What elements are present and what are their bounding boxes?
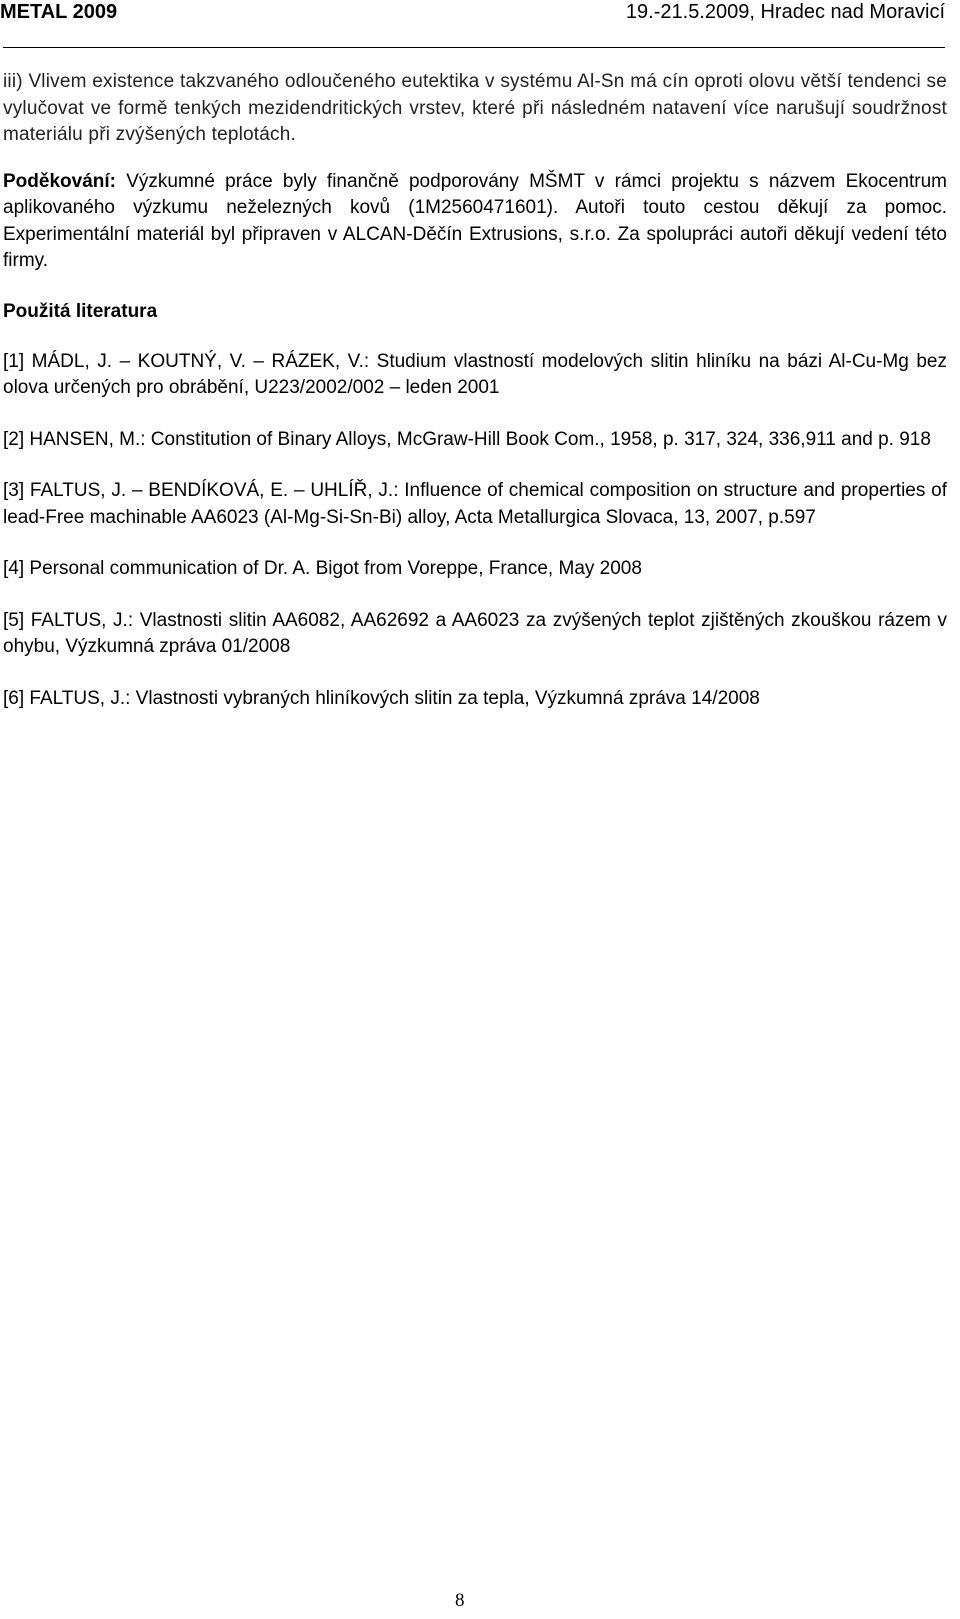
conference-date-location: 19.-21.5.2009, Hradec nad Moravicí (625, 1, 945, 23)
literature-heading: Použitá literatura (3, 300, 158, 322)
reference-item: [3] FALTUS, J. – BENDÍKOVÁ, E. – UHLÍŘ, J.: Influence of chemical composition on structure and properties of lead-Free machinable AA6023 (Al-Mg-Si-Sn-Bi) alloy, Acta Metallurgica Slovaca, 13, 2007, p.597 (3, 480, 947, 528)
page-content (3, 69, 947, 737)
reference-list (3, 349, 947, 713)
reference-item: [2] HANSEN, M.: Constitution of Binary Alloys, McGraw-Hill Book Com., 1958, p. 317, 324, 336,911 and p. 918 (3, 428, 931, 450)
acknowledgement-label: Poděkování: (3, 170, 116, 192)
conclusion-paragraph: iii) Vlivem existence takzvaného odloučeného eutektika v systému Al-Sn má cín oproti olovu větší tendenci se vylučovat ve formě tenkých mezidendritických vrstev, které při následném natavení více narušují soudržnost materiálu při zvýšených teplotách. (3, 71, 947, 145)
header-rule (3, 47, 945, 48)
acknowledgement-text: Výzkumné práce byly finančně podporovány MŠMT v rámci projektu s názvem Ekocentrum aplikovaného výzkumu neželezných kovů (1M2560471601). Autoři touto cestou děkují za pomoc. Experimentální materiál byl připraven v ALCAN-Děčín Extrusions, s.r.o. Za spolupráci autoři děkují vedení této firmy. (3, 170, 947, 271)
reference-item: [4] Personal communication of Dr. A. Bigot from Voreppe, France, May 2008 (3, 558, 642, 579)
page-number: 8 (455, 1590, 465, 1611)
reference-item: [1] MÁDL, J. – KOUTNÝ, V. – RÁZEK, V.: Studium vlastností modelových slitin hliníku na bázi Al-Cu-Mg bez olova určených pro obrábění, U223/2002/002 – leden 2001 (3, 350, 947, 398)
conference-name: METAL 2009 (0, 1, 118, 23)
acknowledgement-paragraph (3, 169, 947, 275)
reference-item: [5] FALTUS, J.: Vlastnosti slitin AA6082, AA62692 a AA6023 za zvýšených teplot zjištěných zkouškou rázem v ohybu, Výzkumná zpráva 01/2008 (3, 609, 947, 657)
page-header (0, 0, 945, 24)
reference-item: [6] FALTUS, J.: Vlastnosti vybraných hliníkových slitin za tepla, Výzkumná zpráva 14/2008 (3, 687, 760, 709)
